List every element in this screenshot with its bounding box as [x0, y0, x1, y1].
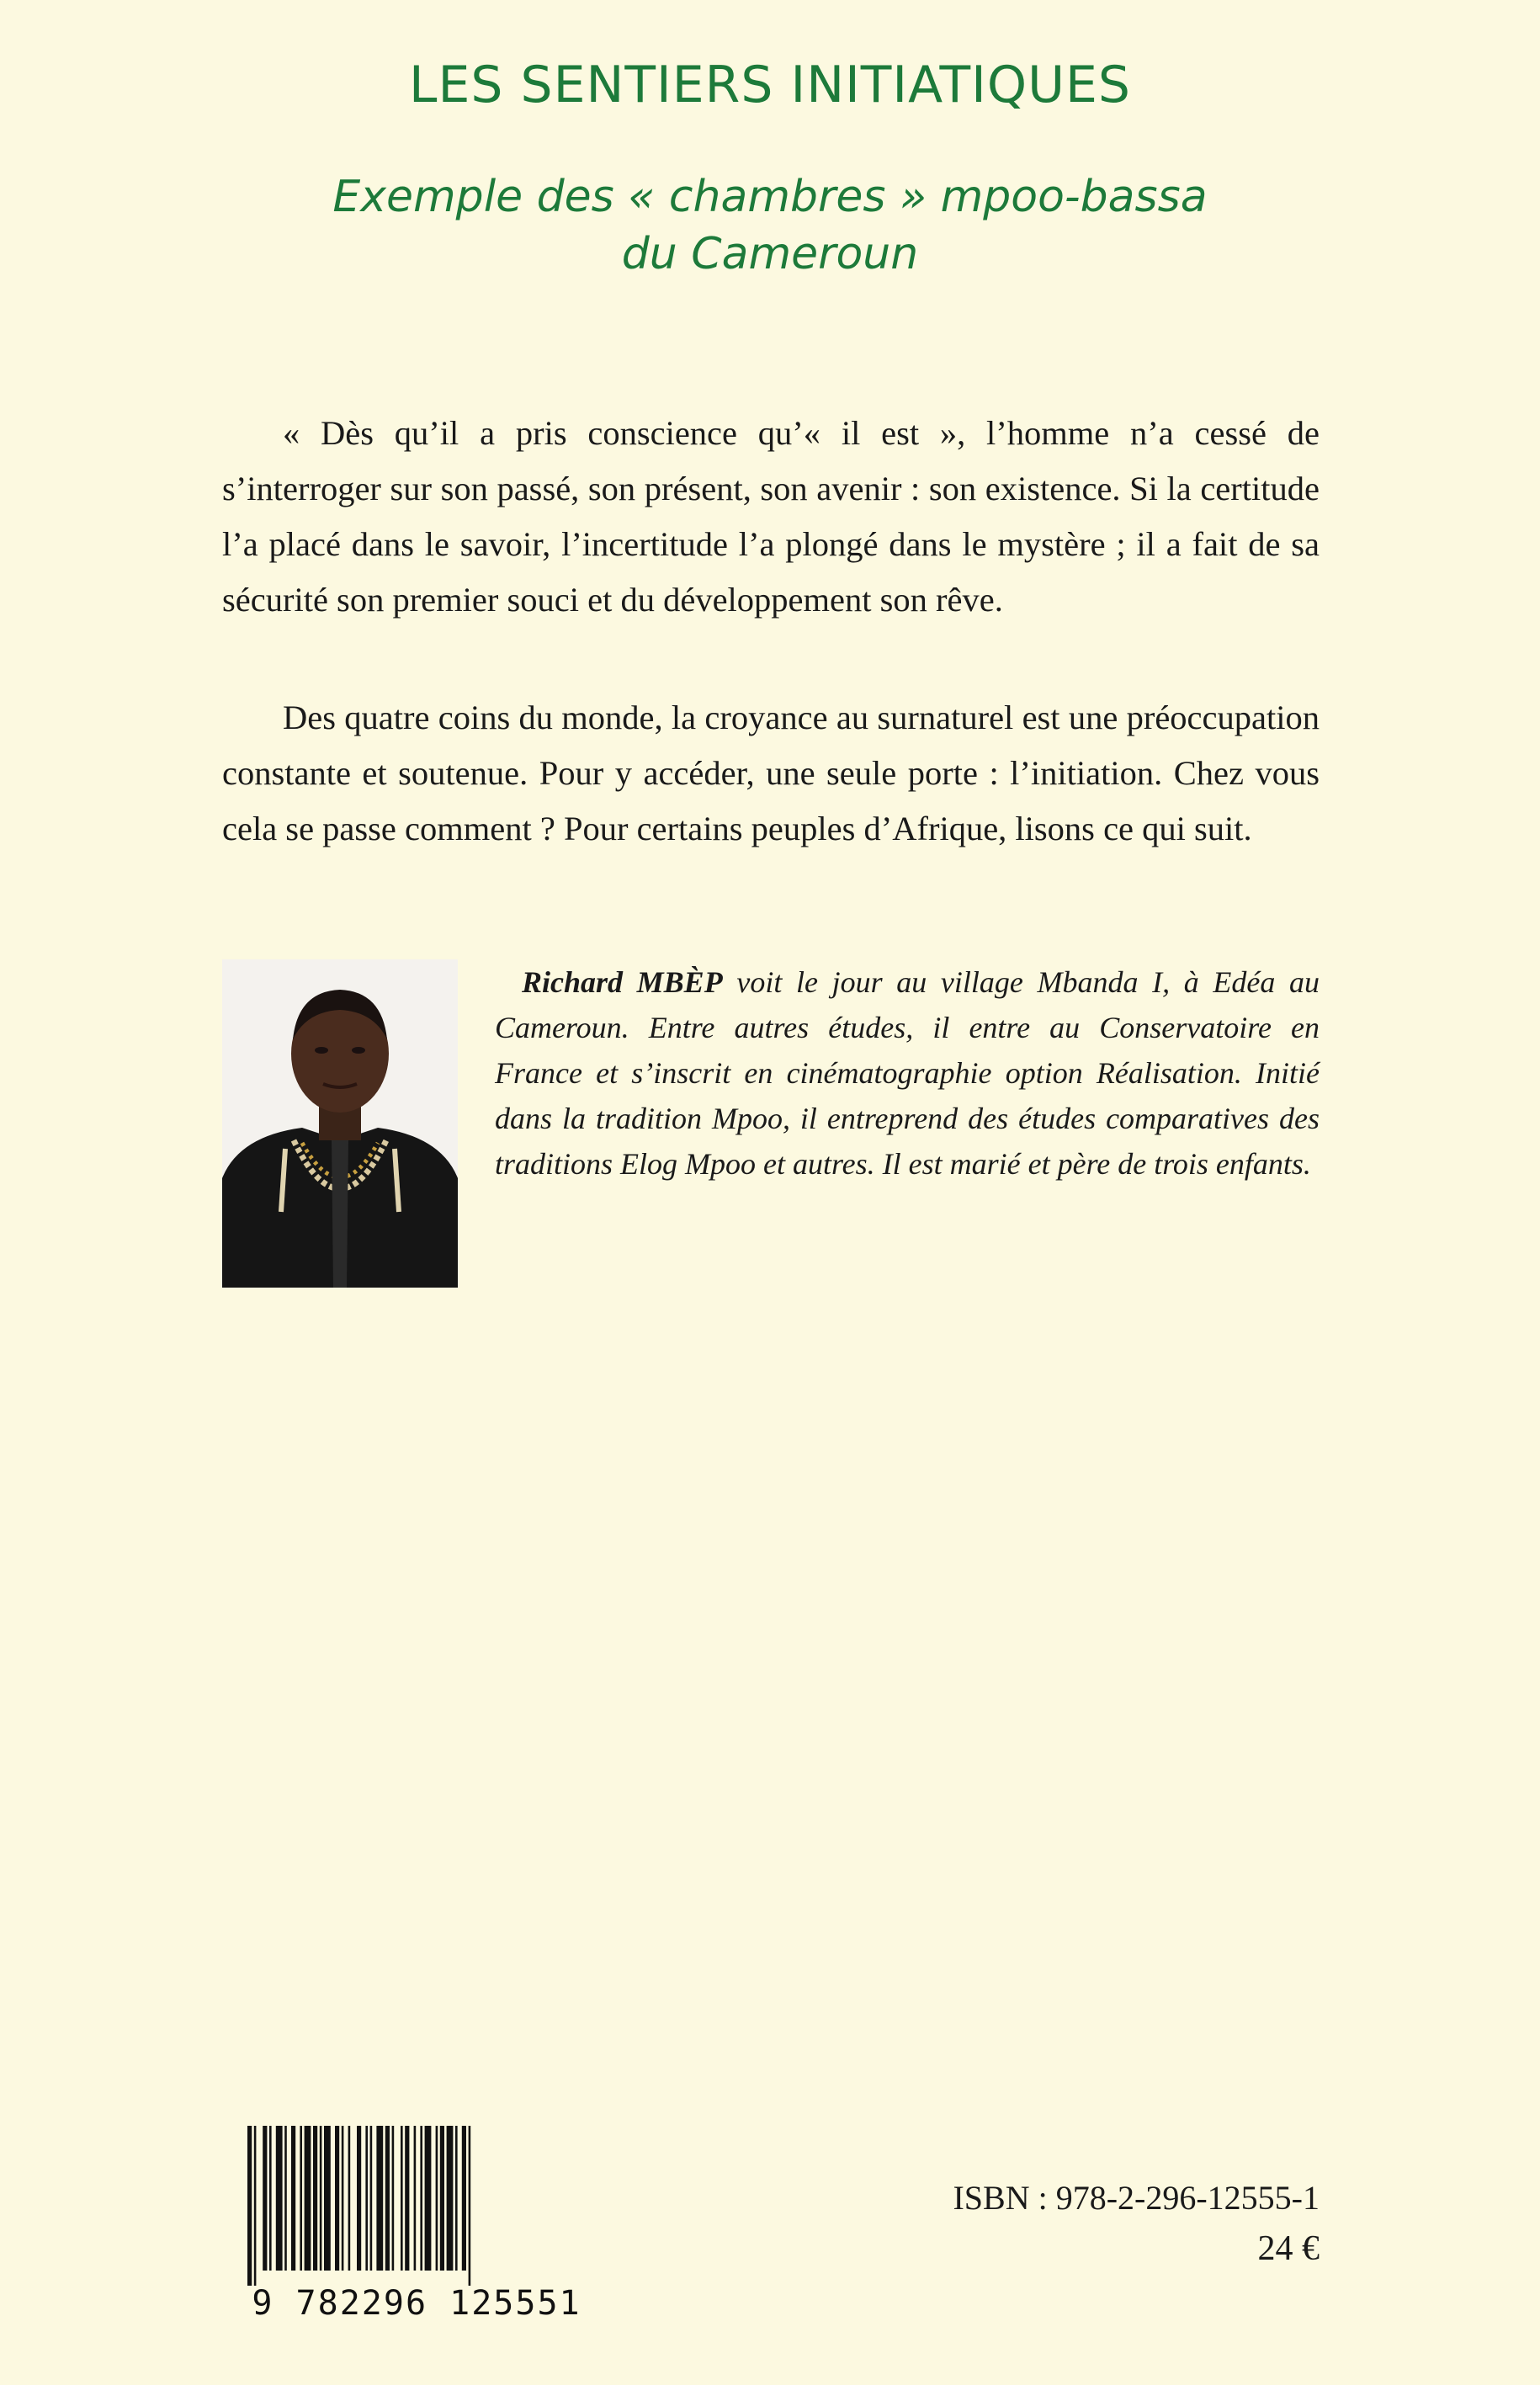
- subtitle-line-2: du Cameroun: [621, 229, 919, 279]
- barcode-bar: [291, 2126, 295, 2271]
- barcode-digits: 9 782296 125551: [252, 2284, 581, 2321]
- barcode-bar: [414, 2126, 417, 2271]
- barcode-bar: [440, 2126, 444, 2271]
- barcode-bar: [462, 2126, 466, 2271]
- barcode-bar: [420, 2126, 422, 2271]
- barcode-bar: [370, 2126, 373, 2271]
- author-portrait-image: [222, 959, 458, 1288]
- subtitle-line-1: Exemple des « chambres » mpoo-bassa: [332, 172, 1208, 222]
- barcode-bar: [276, 2126, 283, 2271]
- barcode-bar: [335, 2126, 339, 2271]
- author-photo: [222, 959, 458, 1288]
- barcode-bar: [305, 2126, 311, 2271]
- price: 24 €: [1257, 2229, 1320, 2268]
- barcode-bars: [236, 2119, 597, 2321]
- barcode-bar: [436, 2126, 438, 2271]
- barcode: [236, 2119, 597, 2321]
- author-bio-text: voit le jour au village Mbanda I, à Edéa au Cameroun. Entre autres études, il entre au Conservatoire en France et s’inscrit en cinématographie option Réalisation. Initié dans la tradition Mpoo, il entreprend des études comparatives des traditions Elog Mpoo et autres. Il est marié et père de trois enfants.: [495, 965, 1320, 1181]
- barcode-bar: [320, 2126, 322, 2271]
- barcode-bar: [247, 2126, 252, 2286]
- barcode-bar: [469, 2126, 471, 2286]
- barcode-bar: [447, 2126, 454, 2271]
- barcode-bar: [284, 2126, 287, 2271]
- blurb-paragraph-1: « Dès qu’il a pris conscience qu’« il est », l’homme n’a cessé de s’interroger sur son passé, son présent, son avenir : son existence. Si la certitude l’a placé dans le savoir, l’incertitude l’a plongé dans le mystère ; il a fait de sa sécurité son premier souci et du développement son rêve.: [222, 414, 1320, 619]
- barcode-bar: [324, 2126, 331, 2271]
- barcode-bar: [405, 2126, 409, 2271]
- book-title: LES SENTIERS INITIATIQUES: [409, 56, 1131, 114]
- barcode-bar: [313, 2126, 317, 2271]
- barcode-bar: [365, 2126, 368, 2271]
- barcode-bar: [392, 2126, 395, 2271]
- barcode-bar: [385, 2126, 390, 2271]
- barcode-bar: [376, 2126, 383, 2271]
- barcode-bar: [300, 2126, 302, 2271]
- barcode-bar: [357, 2126, 361, 2271]
- book-subtitle: [0, 168, 1540, 283]
- isbn-number: ISBN : 978-2-296-12555-1: [953, 2179, 1320, 2217]
- barcode-bar: [401, 2126, 403, 2271]
- barcode-bar: [455, 2126, 458, 2271]
- barcode-bar: [348, 2126, 351, 2271]
- barcode-bar: [342, 2126, 344, 2271]
- barcode-bar: [254, 2126, 257, 2286]
- author-bio: [495, 959, 1320, 1187]
- barcode-bar: [263, 2126, 267, 2271]
- barcode-bar: [269, 2126, 272, 2271]
- author-name: Richard MBÈP: [522, 965, 723, 999]
- blurb-paragraph-2: Des quatre coins du monde, la croyance au surnaturel est une préoccupation constante et soutenue. Pour y accéder, une seule porte : l’initiation. Chez vous cela se passe comment ? Pour certains peuples d’Afrique, lisons ce qui suit.: [222, 699, 1320, 847]
- barcode-bar: [425, 2126, 432, 2271]
